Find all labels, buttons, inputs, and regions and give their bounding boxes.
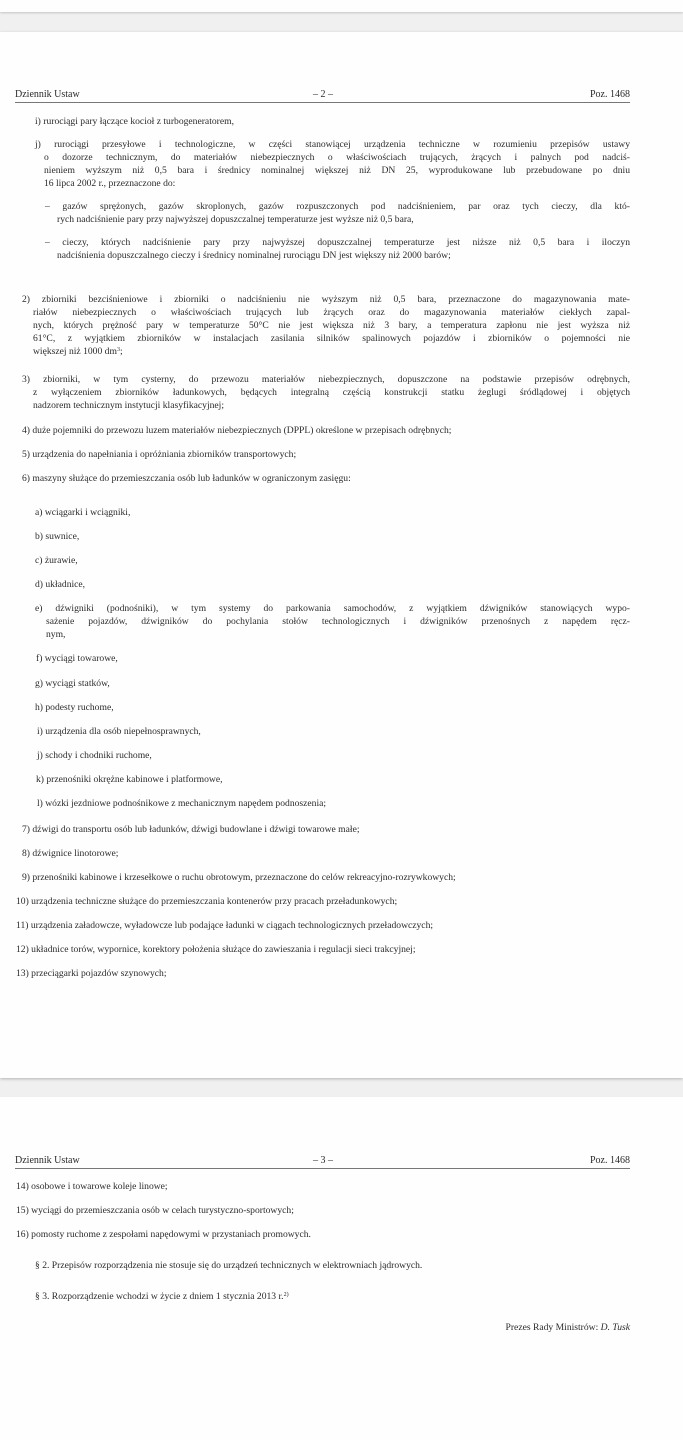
document-page-3 bbox=[0, 1097, 683, 1440]
sub-item-i: i) urządzenia dla osób niepełnosprawnych, bbox=[37, 726, 201, 737]
list-item-j-line: o dozorze technicznym, do materiałów niebezpiecznych o właściwościach trujących, żrących i palnych pod nadciś- bbox=[44, 152, 630, 163]
list-item-11: 11) urządzenia załadowcze, wyładowcze lub podające ładunki w ciągach technologicznych przeładowczych; bbox=[16, 920, 434, 931]
signature-name: D. Tusk bbox=[600, 1322, 630, 1333]
paragraph-3 bbox=[35, 1290, 289, 1303]
sub-item-d: d) układnice, bbox=[35, 579, 86, 590]
list-item-j-line: 16 lipca 2002 r., przeznaczone do: bbox=[44, 178, 176, 189]
list-item-9: 9) przenośniki kabinowe i krzesełkowe o ruchu obrotowym, przeznaczone do celów rekreacyjno-rozrywkowych; bbox=[22, 872, 456, 883]
page-header bbox=[15, 86, 630, 103]
list-item-2-line: 2) zbiorniki bezciśnieniowe i zbiorniki o nadciśnieniu nie wyższym niż 0,5 bara, przeznaczone do magazynowania mate- bbox=[22, 294, 630, 305]
list-item-3-line: z wyłączeniem zbiorników ładunkowych, będących integralną częścią konstrukcji statku żeglugi śródlądowej i objętych bbox=[33, 387, 630, 398]
journal-title: Dziennik Ustaw bbox=[15, 89, 80, 100]
sub-item-e-line: sażenie pojazdów, dźwigników do pochylania stołów technologicznych i dźwigników przenośnych z napędem ręcz- bbox=[46, 616, 630, 627]
list-item-i: i) rurociągi pary łączące kocioł z turbogeneratorem, bbox=[35, 116, 234, 127]
list-item-3-line: 3) zbiorniki, w tym cysterny, do przewozu materiałów niebezpiecznych, dopuszczone na podstawie przepisów odrębnych, bbox=[22, 374, 630, 385]
sub-item-e-line: e) dźwigniki (podnośniki), w tym systemy do parkowania samochodów, z wyjątkiem dźwigników stanowiących wypo- bbox=[35, 603, 630, 614]
signature-title: Prezes Rady Ministrów: bbox=[505, 1322, 601, 1333]
dash-item-line: nadciśnienia dopuszczalnego cieczy i średnicy nominalnej rurociągu DN jest większy niż 2000 barów; bbox=[57, 250, 451, 261]
position-number: Poz. 1468 bbox=[590, 1155, 630, 1166]
previous-page-bottom bbox=[0, 0, 683, 12]
list-item-8: 8) dźwignice linotorowe; bbox=[22, 848, 119, 859]
list-item-13: 13) przeciągarki pojazdów szynowych; bbox=[16, 968, 167, 979]
superscript: 3 bbox=[116, 347, 120, 353]
list-item-16: 16) pomosty ruchome z zespołami napędowymi w przystaniach promowych. bbox=[16, 1229, 311, 1240]
text: ; bbox=[119, 346, 123, 357]
page-number: – 2 – bbox=[313, 89, 333, 100]
list-item-4: 4) duże pojemniki do przewozu luzem materiałów niebezpiecznych (DPPL) określone w przepisach odrębnych; bbox=[22, 425, 452, 436]
sub-item-k: k) przenośniki okrężne kabinowe i platformowe, bbox=[36, 774, 223, 785]
list-item-3-line: nadzorem technicznym instytucji klasyfikacyjnej; bbox=[33, 400, 225, 411]
list-item-12: 12) układnice torów, wypornice, korektory położenia służące do zawieszania i regulacji sieci trakcyjnej; bbox=[16, 944, 416, 955]
list-item-15: 15) wyciągi do przemieszczania osób w celach turystyczno-sportowych; bbox=[16, 1205, 294, 1216]
dash-item-line: rych nadciśnienie pary przy najwyższej dopuszczalnej temperaturze jest wyższe niż 0,5 bara, bbox=[57, 214, 414, 225]
paragraph-2: § 2. Przepisów rozporządzenia nie stosuje się do urządzeń technicznych w elektrowniach jądrowych. bbox=[35, 1260, 423, 1271]
sub-item-a: a) wciągarki i wciągniki, bbox=[35, 507, 131, 518]
sub-item-b: b) suwnice, bbox=[35, 531, 80, 542]
list-item-2-line: 61°C, z wyjątkiem zbiorników w instalacjach zasilania silników spalinowych pojazdów i zbiorników o pojemności nie bbox=[33, 333, 630, 344]
list-item-6: 6) maszyny służące do przemieszczania osób lub ładunków w ograniczonym zasięgu: bbox=[22, 473, 351, 484]
page-header bbox=[15, 1152, 630, 1169]
sub-item-l: l) wózki jezdniowe podnośnikowe z mechanicznym napędem podnoszenia; bbox=[37, 798, 327, 809]
sub-item-j: j) schody i chodniki ruchome, bbox=[37, 750, 152, 761]
list-item-2-line: nych, których prężność pary w temperaturze 50°C nie jest większa niż 3 bary, a temperatura zapłonu nie jest wyższa niż bbox=[33, 320, 630, 331]
position-number: Poz. 1468 bbox=[590, 89, 630, 100]
signature bbox=[506, 1321, 630, 1334]
journal-title: Dziennik Ustaw bbox=[15, 1155, 80, 1166]
sub-item-e-line: nym, bbox=[46, 629, 66, 640]
text: większej niż 1000 dm bbox=[33, 346, 117, 357]
list-item-7: 7) dźwigi do transportu osób lub ładunków, dźwigi budowlane i dźwigi towarowe małe; bbox=[22, 824, 360, 835]
list-item-2-line: riałów niebezpiecznych o właściwościach trujących lub żrących oraz do magazynowania materiałów ciekłych zapal- bbox=[33, 307, 630, 318]
paragraph-3-text: § 3. Rozporządzenie wchodzi w życie z dniem 1 stycznia 2013 r. bbox=[35, 1291, 284, 1302]
list-item-j-line: j) rurociągi przesyłowe i technologiczne, w części stanowiącej urządzenia techniczne w rozumieniu przepisów ustawy bbox=[35, 139, 630, 150]
list-item-5: 5) urządzenia do napełniania i opróżniania zbiorników transportowych; bbox=[22, 449, 297, 460]
list-item-14: 14) osobowe i towarowe koleje linowe; bbox=[16, 1181, 168, 1192]
dash-item-line: – cieczy, których nadciśnienie pary przy najwyższej dopuszczalnej temperaturze jest niższe niż 0,5 bara i iloczyn bbox=[45, 237, 630, 248]
list-item-10: 10) urządzenia techniczne służące do przemieszczania kontenerów przy pracach przeładunkowych; bbox=[16, 896, 398, 907]
sub-item-h: h) podesty ruchome, bbox=[35, 702, 114, 713]
document-page-2 bbox=[0, 32, 683, 1078]
sub-item-g: g) wyciągi statków, bbox=[35, 678, 110, 689]
sub-item-f: f) wyciągi towarowe, bbox=[36, 653, 118, 664]
footnote-ref[interactable]: 2) bbox=[283, 1292, 289, 1298]
sub-item-c: c) żurawie, bbox=[35, 555, 78, 566]
page-number: – 3 – bbox=[313, 1155, 333, 1166]
dash-item-line: – gazów sprężonych, gazów skroplonych, gazów rozpuszczonych pod nadciśnieniem, par oraz tych cieczy, dla któ- bbox=[45, 201, 630, 212]
list-item-2-line bbox=[33, 345, 123, 358]
list-item-j-line: nieniem wyższym niż 0,5 bara i średnicy nominalnej większej niż DN 25, wyprodukowane lub przebudowane po dniu bbox=[44, 165, 630, 176]
